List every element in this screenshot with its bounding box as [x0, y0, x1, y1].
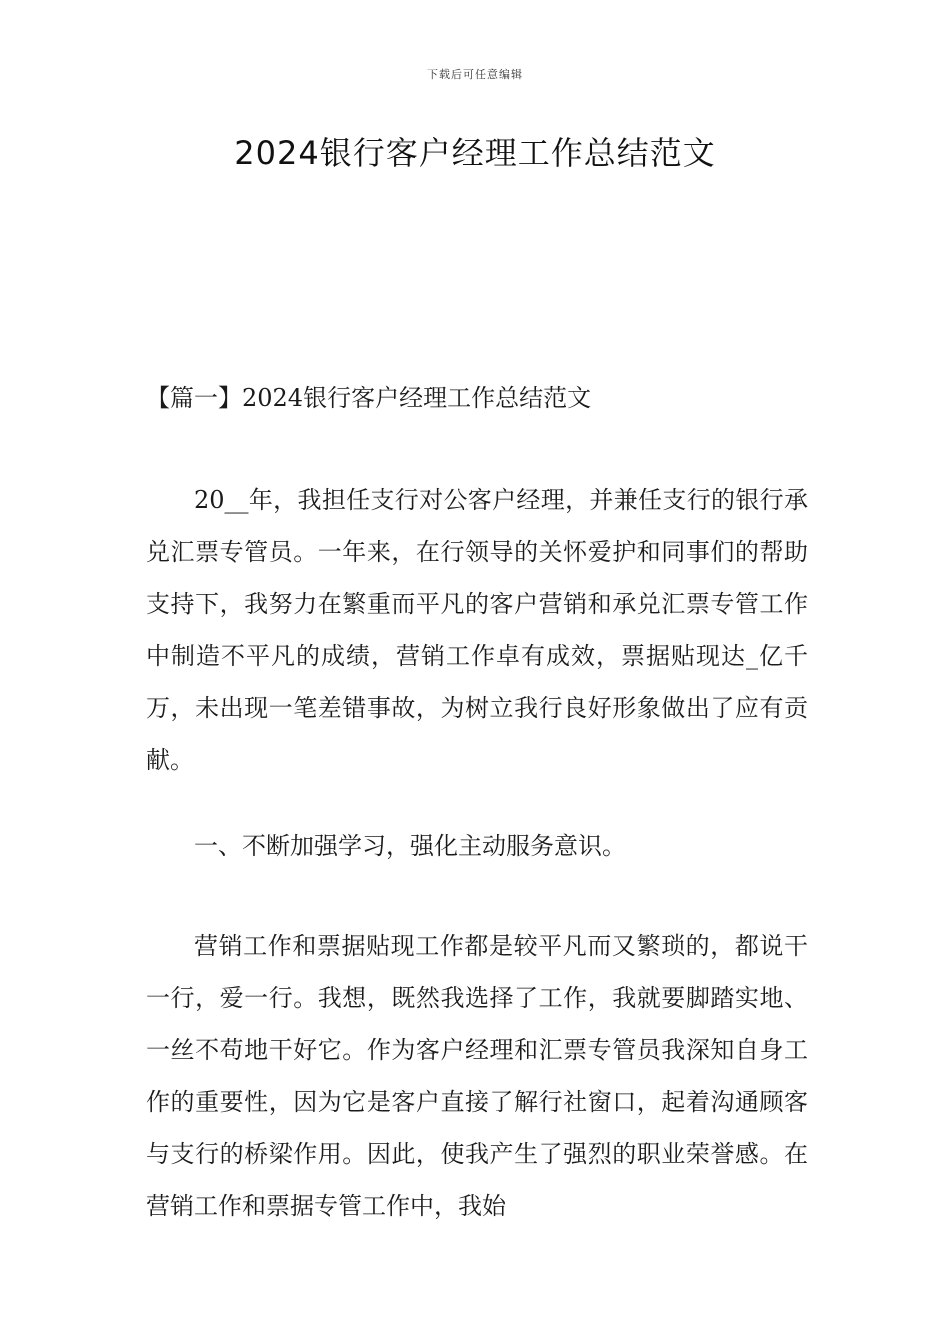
body-paragraph: 营销工作和票据贴现工作都是较平凡而又繁琐的，都说干一行，爱一行。我想，既然我选择了工作，我就要脚踏实地、一丝不苟地干好它。作为客户经理和汇票专管员我深知自身工作的重要性，因为它是客户直接了解行社窗口，起着沟通顾客与支行的桥梁作用。因此，使我产生了强烈的职业荣誉感。在营销工作和票据专管工作中，我始	[146, 932, 808, 1220]
document-title: 2024银行客户经理工作总结范文	[234, 134, 716, 172]
section-heading: 【篇一】2024银行客户经理工作总结范文	[146, 384, 592, 412]
header-note: 下载后可任意编辑	[427, 68, 523, 81]
body-paragraph: 20__年，我担任支行对公客户经理，并兼任支行的银行承兑汇票专管员。一年来，在行领导的关怀爱护和同事们的帮助支持下，我努力在繁重而平凡的客户营销和承兑汇票专管工作中制造不平凡的成绩，营销工作卓有成效，票据贴现达_亿千万，未出现一笔差错事故，为树立我行良好形象做出了应有贡献。	[146, 486, 808, 774]
subsection-heading: 一、不断加强学习，强化主动服务意识。	[194, 832, 626, 860]
